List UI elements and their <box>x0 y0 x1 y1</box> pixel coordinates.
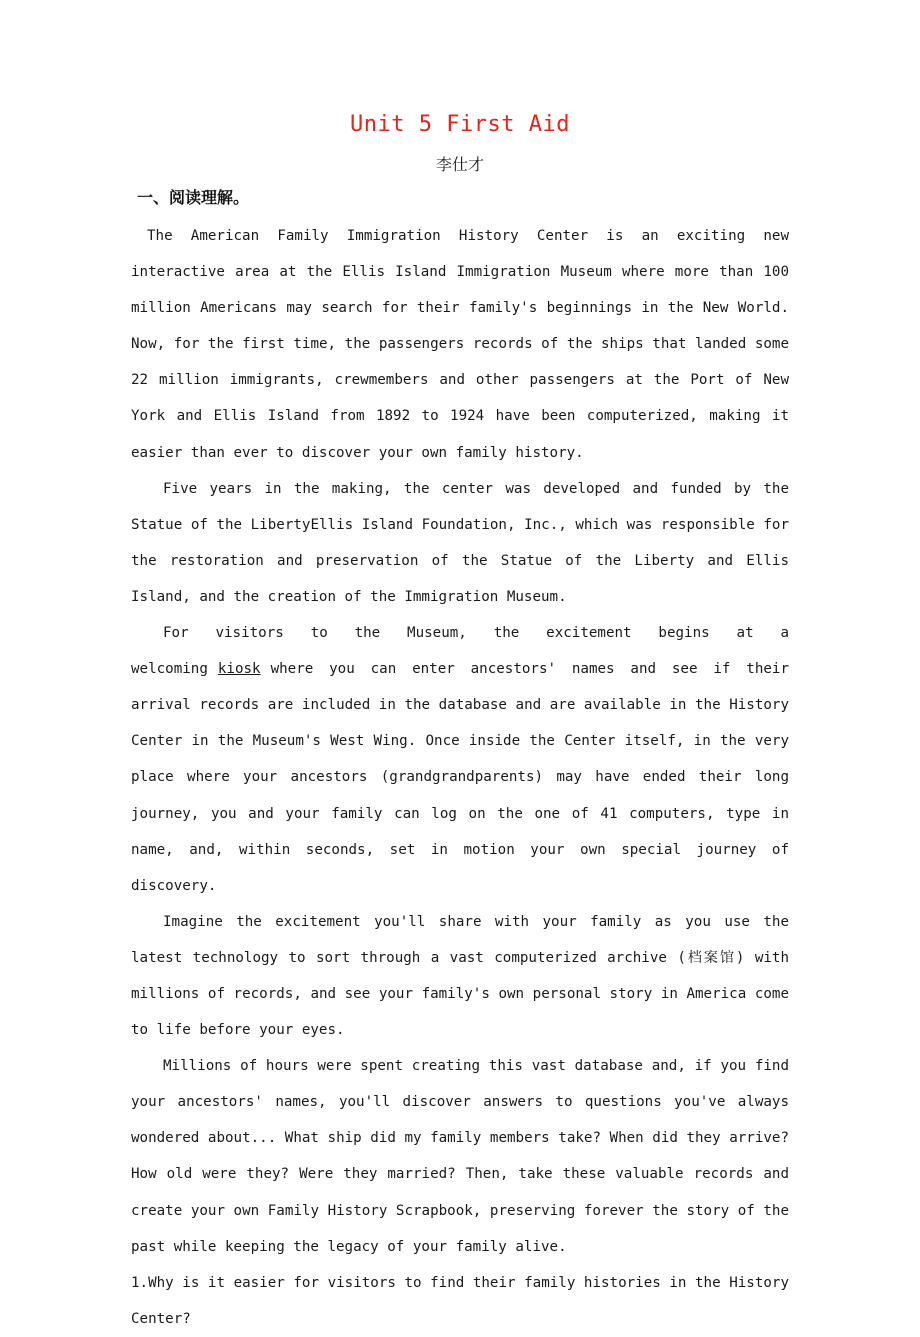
paragraph-2: Five years in the making, the center was developed and funded by the Statue of the LibertyEllis Island Foundation, Inc., which was responsible for the restoration and preservation of the Statue of the Liberty and Ellis Island, and the creation of the Immigration Museum. <box>131 480 789 605</box>
paragraph-3-before: For visitors to the Museum, the excitement begins at a welcoming <box>131 625 789 678</box>
document-title: Unit 5 First Aid <box>350 112 570 137</box>
paragraph-4: Imagine the excitement you'll share with your family as you use the latest technology to sort through a vast computerized archive (档案馆) with millions of records, and see your family's own personal story in America come to life before your eyes. <box>131 913 789 1039</box>
paragraph-1: The American Family Immigration History Center is an exciting new interactive area at the Ellis Island Immigration Museum where more than 100 million Americans may search for their family's beginnings in the New World. Now, for the first time, the passengers records of the ships that landed some 22 million immigrants, crewmembers and other passengers at the Port of New York and Ellis Island from 1892 to 1924 have been computerized, making it easier than ever to discover your own family history. <box>131 228 789 461</box>
reading-passage <box>131 218 789 1337</box>
paragraph-3 <box>131 615 789 904</box>
section-heading: 一、阅读理解。 <box>137 188 250 207</box>
author-name: 李仕才 <box>435 155 484 174</box>
underlined-word-kiosk: kiosk <box>217 661 261 678</box>
paragraph-3-after: where you can enter ancestors' names and see if their arrival records are included in the database and are available in the History Center in the Museum's West Wing. Once inside the Center itself, in the very place where your ancestors (grandgrandparents) may have ended their long journey, you and your family can log on the one of 41 computers, type in name, and, within seconds, set in motion your own special journey of discovery. <box>131 661 789 894</box>
question-1: 1.Why is it easier for visitors to find their family histories in the History Center? <box>131 1274 789 1327</box>
paragraph-5: Millions of hours were spent creating this vast database and, if you find your ancestors' names, you'll discover answers to questions you've always wondered about... What ship did my family members take? When did they arrive? How old were they? Were they married? Then, take these valuable records and create your own Family History Scrapbook, preserving forever the story of the past while keeping the legacy of your family alive. <box>131 1058 789 1255</box>
